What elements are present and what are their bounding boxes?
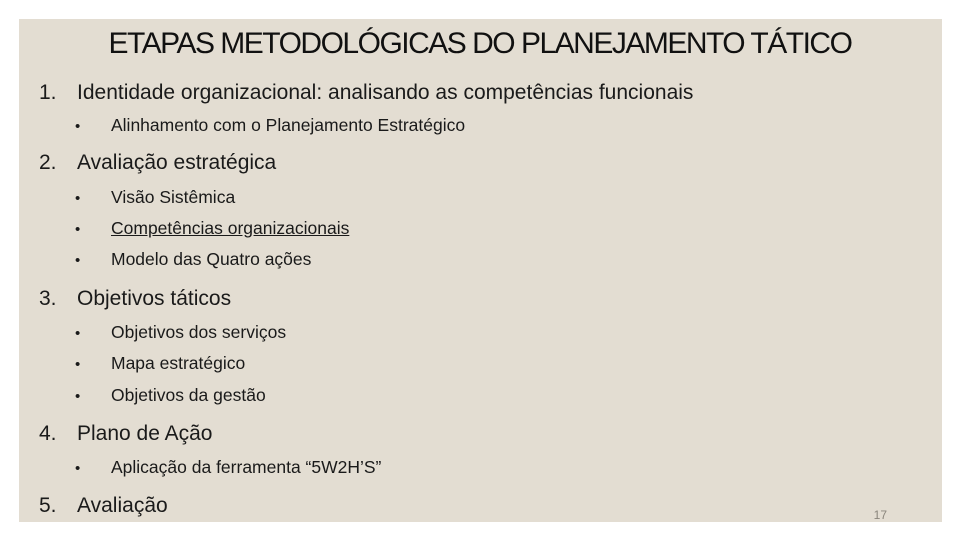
section-5 — [39, 494, 168, 518]
section-3 — [39, 287, 231, 311]
list-item-text: Competências organizacionais — [111, 218, 350, 238]
list-item-text: Aplicação da ferramenta “5W2H’S” — [111, 457, 382, 477]
list-item — [75, 322, 286, 343]
bullet-icon: • — [75, 221, 81, 238]
section-number: 5. — [39, 494, 57, 517]
section-heading: Avaliação — [77, 494, 168, 517]
section-heading: Objetivos táticos — [77, 287, 232, 310]
list-item — [75, 218, 349, 239]
bullet-icon: • — [75, 118, 81, 135]
section-number: 4. — [39, 422, 57, 445]
section-2 — [39, 151, 276, 175]
list-item-text: Alinhamento com o Planejamento Estratégico — [111, 115, 466, 135]
list-item-text: Mapa estratégico — [111, 353, 246, 373]
list-item-text: Visão Sistêmica — [111, 187, 236, 207]
slide-number: 17 — [873, 508, 887, 522]
list-item — [75, 457, 381, 478]
list-item — [75, 385, 266, 406]
bullet-icon: • — [75, 388, 81, 405]
bullet-icon: • — [75, 356, 81, 373]
bullet-icon: • — [75, 252, 81, 269]
slide-title: ETAPAS METODOLÓGICAS DO PLANEJAMENTO TÁTICO — [108, 27, 852, 60]
list-item — [75, 353, 245, 374]
list-item — [75, 115, 465, 136]
section-number: 3. — [39, 287, 57, 310]
bullet-icon: • — [75, 460, 81, 477]
section-1 — [39, 81, 693, 105]
section-heading: Plano de Ação — [77, 422, 213, 445]
list-item-text: Objetivos dos serviços — [111, 322, 287, 342]
section-number: 1. — [39, 81, 57, 104]
list-item-text: Modelo das Quatro ações — [111, 249, 312, 269]
section-heading: Identidade organizacional: analisando as competências funcionais — [77, 81, 694, 104]
list-item — [75, 187, 235, 208]
section-4 — [39, 422, 212, 446]
list-item — [75, 249, 311, 270]
section-heading: Avaliação estratégica — [77, 151, 277, 174]
bullet-icon: • — [75, 325, 81, 342]
bullet-icon: • — [75, 190, 81, 207]
section-number: 2. — [39, 151, 57, 174]
list-item-text: Objetivos da gestão — [111, 385, 266, 405]
slide — [19, 19, 942, 522]
